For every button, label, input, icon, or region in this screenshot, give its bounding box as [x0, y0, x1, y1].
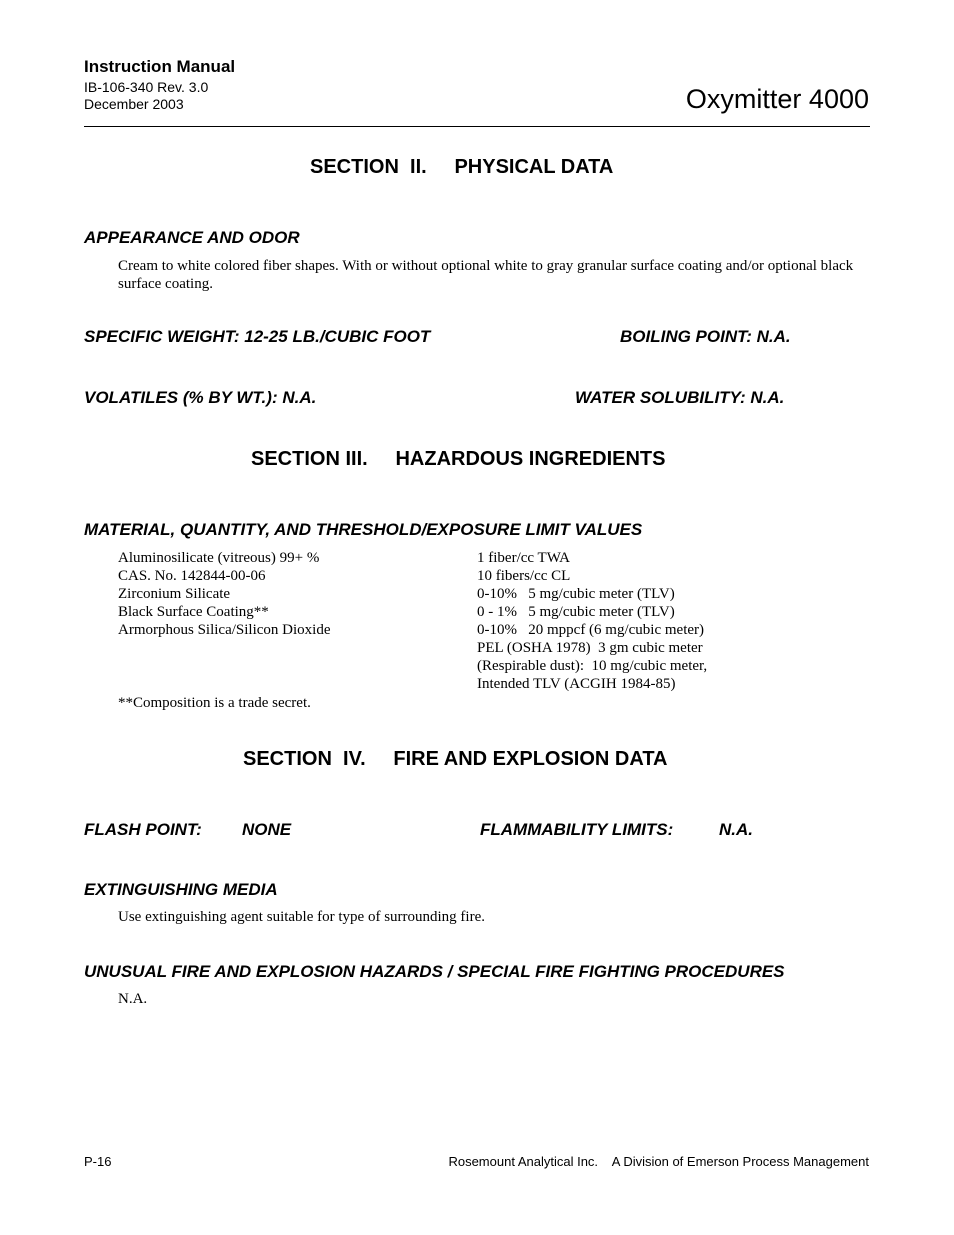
unusual-hazards-text: N.A. [118, 991, 148, 1007]
specific-weight: SPECIFIC WEIGHT: 12-25 LB./CUBIC FOOT [84, 327, 431, 346]
flammability-value: N.A. [719, 820, 753, 839]
page-number: P-16 [84, 1154, 112, 1169]
list-item: Zirconium Silicate [118, 586, 231, 602]
list-item: PEL (OSHA 1978) 3 gm cubic meter [477, 640, 703, 656]
section-4-title: SECTION IV. FIRE AND EXPLOSION DATA [243, 748, 668, 770]
boiling-point: BOILING POINT: N.A. [620, 327, 791, 346]
flammability-label: FLAMMABILITY LIMITS: [480, 820, 674, 839]
footer-company: Rosemount Analytical Inc. A Division of Emerson Process Management [448, 1154, 869, 1169]
document-date: December 2003 [84, 96, 184, 112]
list-item: (Respirable dust): 10 mg/cubic meter, [477, 658, 708, 674]
appearance-text: Cream to white colored fiber shapes. With or without optional white to gray granular surface coating and/or optional black surface coating. [118, 258, 854, 292]
list-item: 0-10% 20 mppcf (6 mg/cubic meter) [477, 622, 705, 638]
manual-title: Instruction Manual [84, 57, 236, 76]
list-item: Armorphous Silica/Silicon Dioxide [118, 622, 331, 638]
section-3-title: SECTION III. HAZARDOUS INGREDIENTS [251, 448, 666, 470]
volatiles: VOLATILES (% BY WT.): N.A. [84, 388, 317, 407]
flash-point-label: FLASH POINT: [84, 820, 202, 839]
header-rule [84, 126, 870, 127]
flash-point-value: NONE [242, 820, 292, 839]
section-2-title: SECTION II. PHYSICAL DATA [310, 156, 614, 178]
extinguishing-heading: EXTINGUISHING MEDIA [84, 880, 278, 899]
appearance-heading: APPEARANCE AND ODOR [84, 228, 300, 247]
list-item: 0 - 1% 5 mg/cubic meter (TLV) [477, 604, 675, 620]
list-item: Intended TLV (ACGIH 1984-85) [477, 676, 676, 692]
extinguishing-text: Use extinguishing agent suitable for type of surrounding fire. [118, 909, 486, 925]
water-solubility: WATER SOLUBILITY: N.A. [575, 388, 785, 407]
list-item: 0-10% 5 mg/cubic meter (TLV) [477, 586, 675, 602]
list-item: CAS. No. 142844-00-06 [118, 568, 266, 584]
list-item: 10 fibers/cc CL [477, 568, 571, 584]
product-name: Oxymitter 4000 [685, 84, 869, 114]
limits-list [477, 549, 707, 693]
material-limits-heading: MATERIAL, QUANTITY, AND THRESHOLD/EXPOSURE LIMIT VALUES [84, 520, 643, 539]
unusual-hazards-heading: UNUSUAL FIRE AND EXPLOSION HAZARDS / SPECIAL FIRE FIGHTING PROCEDURES [84, 962, 785, 981]
list-item: 1 fiber/cc TWA [477, 550, 571, 566]
list-item: Aluminosilicate (vitreous) 99+ % [118, 550, 320, 566]
trade-secret-footnote: **Composition is a trade secret. [118, 695, 311, 711]
document-number: IB-106-340 Rev. 3.0 [84, 79, 209, 95]
list-item: Black Surface Coating** [118, 604, 269, 620]
materials-list [118, 549, 330, 639]
